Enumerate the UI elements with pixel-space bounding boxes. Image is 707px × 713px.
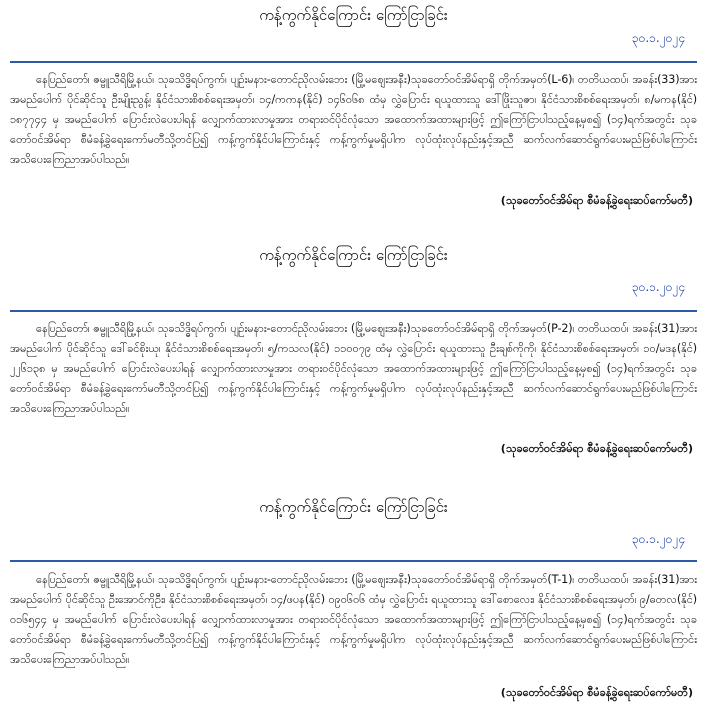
divider [10,310,697,312]
notice-signature: (သုခတော်ဝင်အိမ်ရာ စီမံခန့်ခွဲရေးဆပ်ကော်မတီ) [500,686,693,699]
notice-date: ၃၀.၁.၂၀၂၄ [631,31,685,45]
notice-date: ၃၀.၁.၂၀၂၄ [631,280,685,294]
notice-signature: (သုခတော်ဝင်အိမ်ရာ စီမံခန့်ခွဲရေးဆပ်ကော်မတီ) [500,194,693,207]
notice-body: နေပြည်တော်၊ ဇမ္ဗူသီရိမြို့နယ်၊ သုခသိဒ္ဓိရပ်ကွက်၊ ပျဉ်းမနား-တောင်ညိုလမ်းဘေး (မြို့မဈေးအနီး)သုခတော်ဝင်အိမ်ရာရှိ တိုက်အမှတ်(T-1)၊ တတိယထပ်၊ အခန်း(31)အား အမည်ပေါက် ပိုင်ဆိုင်သူ ဦးအောင်ကိုဦး၊ နိုင်ငံသားစိစစ်ရေးအမှတ်၊ ၁၄/ဖပန(နိုင်) ၀၉၀၆၀၆ ထံမှ လွှဲပြောင်း ရယူထားသူ ဒေါ်စောလေး၊ နိုင်ငံသားစိစစ်ရေးအမှတ်၊ ၉/ဓတလ(နိုင်) ၀၁၆၅၄၄ မှ အမည်ပေါက် ပြောင်းလဲပေးပါရန် လျှောက်ထားလာမှုအား တရားဝင်ပိုင်လုံသော အထောက်အထားများဖြင့် ဤကြော်ငြာပါသည့်နေ့မှစ၍ (၁၄)ရက်အတွင်း သုခတော်ဝင်အိမ်ရာ စီမံခန့်ခွဲရေးကော်မတီသို့တင်ပြ၍ ကန့်ကွက်နိုင်ပါကြောင်းနှင့် ကန့်ကွက်မှုမရှိပါက လုပ်ထုံးလုပ်နည်းနှင့်အညီ ဆက်လက်ဆောင်ရွက်ပေးမည်ဖြစ်ပါကြောင်း အသိပေးကြေညာအပ်ပါသည်။ [10,573,697,666]
notice-title: ကန့်ကွက်နိုင်ကြောင်း ကြော်ငြာခြင်း [259,246,448,264]
notice-body: နေပြည်တော်၊ ဇမ္ဗူသီရိမြို့နယ်၊ သုခသိဒ္ဓိရပ်ကွက်၊ ပျဉ်းမနား-တောင်ညိုလမ်းဘေး (မြို့မဈေးအနီး)သုခတော်ဝင်အိမ်ရာရှိ တိုက်အမှတ်(L-6)၊ တတိယထပ်၊ အခန်း(33)အား အမည်ပေါက် ပိုင်ဆိုင်သူ ဦးမျိုးညွန့်၊ နိုင်ငံသားစိစစ်ရေးအမှတ်၊ ၁၄/ကကန(နိုင်) ၁၄၆၀၆၈ ထံမှ လွှဲပြောင်း ရယူထားသူ ဒေါ်ဖြိုးသူဇာ၊ နိုင်ငံသားစိစစ်ရေးအမှတ်၊ ၈/မကန(နိုင်) ၁၈၇၇၄၄ မှ အမည်ပေါက် ပြောင်းလဲပေးပါရန် လျှောက်ထားလာမှုအား တရားဝင်ပိုင်လုံသော အထောက်အထားများဖြင့် ဤကြော်ငြာပါသည့်နေ့မှစ၍ (၁၄)ရက်အတွင်း သုခတော်ဝင်အိမ်ရာ စီမံခန့်ခွဲရေးကော်မတီသို့တင်ပြ၍ ကန့်ကွက်နိုင်ပါကြောင်းနှင့် ကန့်ကွက်မှုမရှိပါက လုပ်ထုံးလုပ်နည်းနှင့်အညီ ဆက်လက်ဆောင်ရွက်ပေးမည်ဖြစ်ပါကြောင်း အသိပေးကြေညာအပ်ပါသည်။ [10,73,697,166]
divider [10,560,697,562]
notice-body: နေပြည်တော်၊ ဇမ္ဗူသီရိမြို့နယ်၊ သုခသိဒ္ဓိရပ်ကွက်၊ ပျဉ်းမနား-တောင်ညိုလမ်းဘေး (မြို့မဈေးအနီး)သုခတော်ဝင်အိမ်ရာရှိ တိုက်အမှတ်(P-2)၊ တတိယထပ်၊ အခန်း(31)အား အမည်ပေါက် ပိုင်ဆိုင်သူ ဒေါ်ခင်စိုးယု၊ နိုင်ငံသားစိစစ်ရေးအမှတ်၊ ၅/ကသလ(နိုင်) ၁၁၀၀၇၉ ထံမှ လွှဲပြောင်း ရယူထားသူ ဦးချစ်ကိုကို၊ နိုင်ငံသားစိစစ်ရေးအမှတ်၊ ၁၀/မဒန(နိုင်) ၂၂၆၁၃၈ မှ အမည်ပေါက် ပြောင်းလဲပေးပါရန် လျှောက်ထားလာမှုအား တရားဝင်ပိုင်လုံသော အထောက်အထားများဖြင့် ဤကြော်ငြာပါသည့်နေ့မှစ၍ (၁၄)ရက်အတွင်း သုခတော်ဝင်အိမ်ရာ စီမံခန့်ခွဲရေးကော်မတီသို့တင်ပြ၍ ကန့်ကွက်နိုင်ပါကြောင်းနှင့် ကန့်ကွက်မှုမရှိပါက လုပ်ထုံးလုပ်နည်းနှင့်အညီ ဆက်လက်ဆောင်ရွက်ပေးမည်ဖြစ်ပါကြောင်း အသိပေးကြေညာအပ်ပါသည်။ [10,322,697,415]
notice-title: ကန့်ကွက်နိုင်ကြောင်း ကြော်ငြာခြင်း [259,498,448,516]
notice-title: ကန့်ကွက်နိုင်ကြောင်း ကြော်ငြာခြင်း [259,6,448,24]
divider [10,61,697,63]
notice-date: ၃၀.၁.၂၀၂၄ [631,532,685,546]
notice-signature: (သုခတော်ဝင်အိမ်ရာ စီမံခန့်ခွဲရေးဆပ်ကော်မတီ) [500,442,693,455]
